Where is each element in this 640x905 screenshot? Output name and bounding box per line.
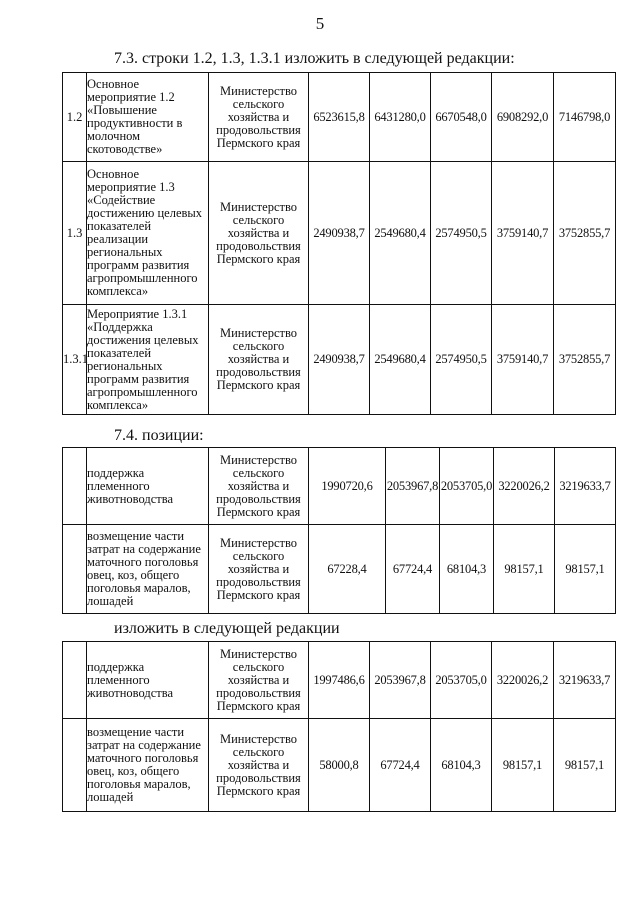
value-cell: 3759140,7 [492, 162, 554, 305]
executor: Министерство сельского хозяйства и продовольствия Пермского края [209, 525, 309, 614]
measure-name: Основное мероприятие 1.2 «Повышение продуктивности в молочном скотоводстве» [87, 73, 209, 162]
executor: Министерство сельского хозяйства и продовольствия Пермского края [209, 162, 309, 305]
value-cell: 6523615,8 [309, 73, 370, 162]
section-title-replace: изложить в следующей редакции [114, 620, 340, 637]
executor: Министерство сельского хозяйства и продовольствия Пермского края [209, 305, 309, 415]
value-cell: 3752855,7 [554, 305, 616, 415]
table-positions-new [62, 641, 616, 812]
page-number: 5 [315, 14, 325, 33]
value-cell: 98157,1 [494, 525, 555, 614]
executor: Министерство сельского хозяйства и продовольствия Пермского края [209, 719, 309, 812]
value-cell: 68104,3 [431, 719, 492, 812]
value-cell: 3759140,7 [492, 305, 554, 415]
table-positions-old [62, 447, 616, 614]
executor: Министерство сельского хозяйства и продовольствия Пермского края [209, 642, 309, 719]
value-cell: 98157,1 [555, 525, 616, 614]
value-cell: 2490938,7 [309, 162, 370, 305]
measure-name: возмещение части затрат на содержание маточного поголовья овец, коз, общего поголовья маралов, лошадей [87, 525, 209, 614]
value-cell: 2053705,0 [431, 642, 492, 719]
value-cell: 98157,1 [554, 719, 616, 812]
value-cell: 2053967,8 [386, 448, 440, 525]
value-cell: 6670548,0 [431, 73, 492, 162]
measure-name: поддержка племенного животноводства [87, 642, 209, 719]
measure-name: возмещение части затрат на содержание маточного поголовья овец, коз, общего поголовья маралов, лошадей [87, 719, 209, 812]
value-cell: 1997486,6 [309, 642, 370, 719]
section-title-7-4: 7.4. позиции: [114, 427, 204, 444]
table-row [63, 448, 616, 525]
value-cell: 6431280,0 [370, 73, 431, 162]
table-row [63, 73, 616, 162]
value-cell: 2549680,4 [370, 305, 431, 415]
table-row [63, 305, 616, 415]
measure-name: Мероприятие 1.3.1 «Поддержка достижения целевых показателей региональных программ развития агропромышленного комплекса» [87, 305, 209, 415]
value-cell: 6908292,0 [492, 73, 554, 162]
measure-name: поддержка племенного животноводства [87, 448, 209, 525]
value-cell: 2053705,0 [440, 448, 494, 525]
executor: Министерство сельского хозяйства и продовольствия Пермского края [209, 73, 309, 162]
value-cell: 2574950,5 [431, 305, 492, 415]
value-cell: 2574950,5 [431, 162, 492, 305]
section-title-7-3: 7.3. строки 1.2, 1.3, 1.3.1 изложить в следующей редакции: [114, 50, 515, 67]
value-cell: 3752855,7 [554, 162, 616, 305]
value-cell: 2053967,8 [370, 642, 431, 719]
value-cell: 2549680,4 [370, 162, 431, 305]
value-cell: 2490938,7 [309, 305, 370, 415]
value-cell: 67228,4 [309, 525, 386, 614]
value-cell: 98157,1 [492, 719, 554, 812]
value-cell: 3220026,2 [494, 448, 555, 525]
value-cell: 3219633,7 [554, 642, 616, 719]
value-cell: 67724,4 [386, 525, 440, 614]
value-cell: 1990720,6 [309, 448, 386, 525]
executor: Министерство сельского хозяйства и продовольствия Пермского края [209, 448, 309, 525]
table-lines-1-2-1-3 [62, 72, 616, 415]
table-row [63, 642, 616, 719]
value-cell: 7146798,0 [554, 73, 616, 162]
value-cell: 3219633,7 [555, 448, 616, 525]
table-row [63, 162, 616, 305]
row-number: 1.2 [63, 73, 87, 162]
row-number: 1.3.1 [63, 305, 87, 415]
table-row [63, 525, 616, 614]
value-cell: 3220026,2 [492, 642, 554, 719]
value-cell: 68104,3 [440, 525, 494, 614]
row-number: 1.3 [63, 162, 87, 305]
value-cell: 58000,8 [309, 719, 370, 812]
value-cell: 67724,4 [370, 719, 431, 812]
table-row [63, 719, 616, 812]
measure-name: Основное мероприятие 1.3 «Содействие достижению целевых показателей реализации региональных программ развития агропромышленного комплекса» [87, 162, 209, 305]
